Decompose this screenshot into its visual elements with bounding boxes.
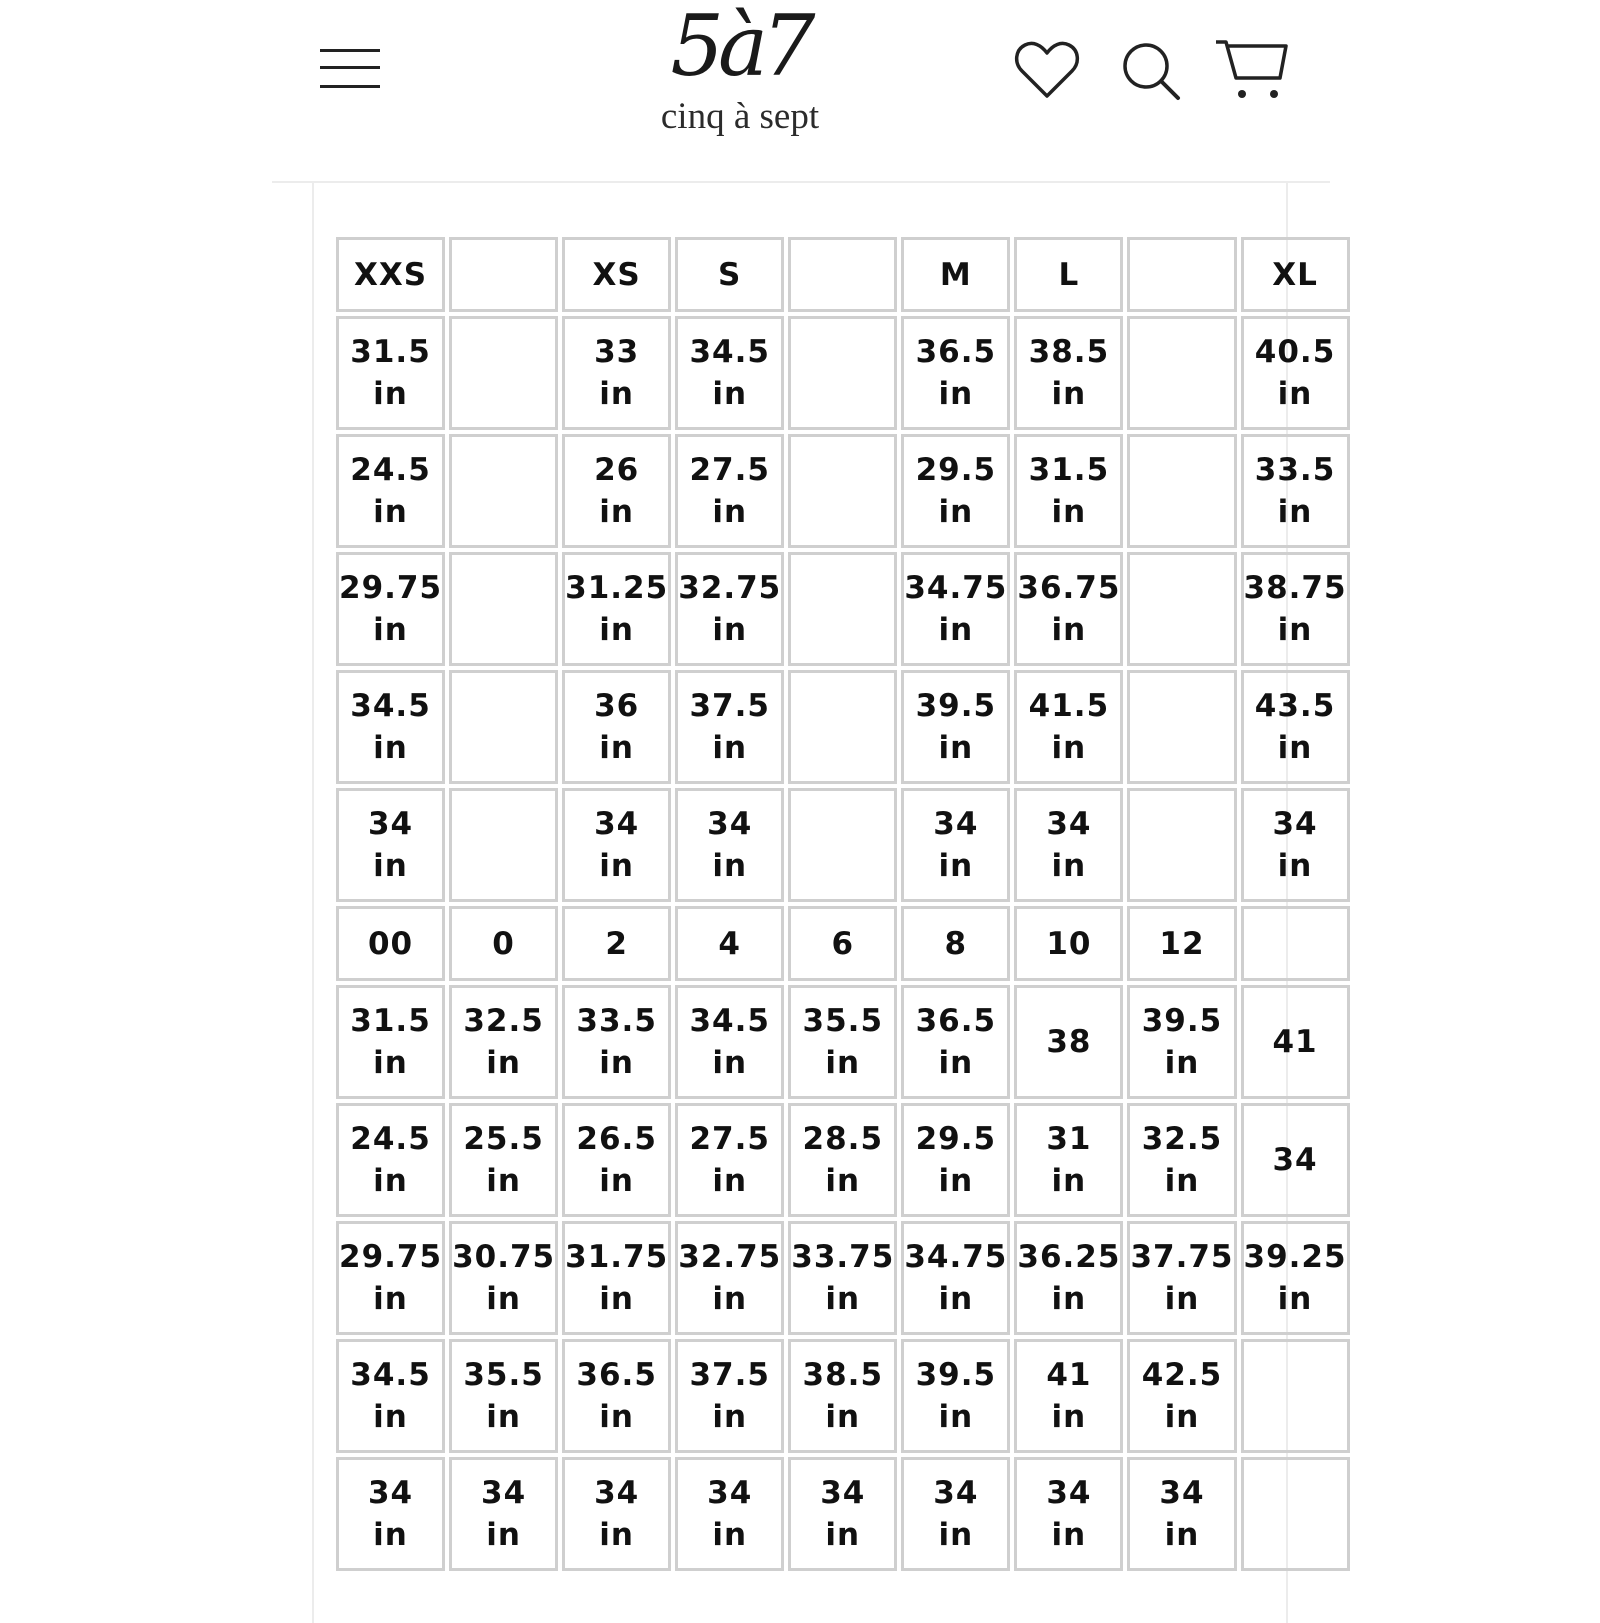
measurement-cell: 29.5 in xyxy=(901,1103,1010,1217)
measurement-row xyxy=(336,1103,1350,1217)
size-header-cell: M xyxy=(901,237,1010,312)
measurement-cell: 34 in xyxy=(1014,1457,1123,1571)
measurement-cell: 34 in xyxy=(336,1457,445,1571)
measurement-row xyxy=(336,985,1350,1099)
measurement-cell: 24.5 in xyxy=(336,1103,445,1217)
measurement-cell xyxy=(788,552,897,666)
measurement-cell: 34 in xyxy=(449,1457,558,1571)
measurement-cell: 34 in xyxy=(1241,788,1350,902)
measurement-cell: 36 in xyxy=(562,670,671,784)
measurement-row xyxy=(336,1221,1350,1335)
measurement-cell: 34.5 in xyxy=(336,670,445,784)
measurement-cell xyxy=(449,434,558,548)
hamburger-menu-icon[interactable] xyxy=(320,45,380,91)
size-header-cell: 12 xyxy=(1127,906,1236,981)
size-header-row xyxy=(336,237,1350,312)
measurement-row xyxy=(336,788,1350,902)
logo-text: cinq à sept xyxy=(660,96,820,137)
measurement-cell: 34 in xyxy=(562,788,671,902)
measurement-cell: 32.5 in xyxy=(1127,1103,1236,1217)
measurement-cell: 34 in xyxy=(675,788,784,902)
measurement-cell: 31.25 in xyxy=(562,552,671,666)
measurement-cell: 32.5 in xyxy=(449,985,558,1099)
size-header-cell xyxy=(1127,237,1236,312)
measurement-cell xyxy=(1241,1457,1350,1571)
measurement-cell: 34.75 in xyxy=(901,1221,1010,1335)
size-chart-scroll[interactable] xyxy=(339,233,1347,1600)
measurement-row xyxy=(336,1457,1350,1571)
measurement-cell xyxy=(788,670,897,784)
measurement-cell: 28.5 in xyxy=(788,1103,897,1217)
measurement-cell: 34 in xyxy=(675,1457,784,1571)
measurement-cell: 31 in xyxy=(1014,1103,1123,1217)
measurement-cell: 31.5 in xyxy=(336,316,445,430)
measurement-cell: 34 in xyxy=(788,1457,897,1571)
size-header-cell: S xyxy=(675,237,784,312)
site-header xyxy=(0,0,1600,182)
measurement-cell: 34 xyxy=(1241,1103,1350,1217)
measurement-cell: 33 in xyxy=(562,316,671,430)
measurement-cell: 37.5 in xyxy=(675,1339,784,1453)
measurement-cell: 27.5 in xyxy=(675,1103,784,1217)
size-header-cell: 0 xyxy=(449,906,558,981)
logo-mark: 5à7 xyxy=(670,0,810,95)
measurement-cell: 39.5 in xyxy=(901,670,1010,784)
measurement-cell: 24.5 in xyxy=(336,434,445,548)
size-header-cell: L xyxy=(1014,237,1123,312)
measurement-cell: 42.5 in xyxy=(1127,1339,1236,1453)
measurement-cell: 36.5 in xyxy=(901,985,1010,1099)
measurement-cell: 37.75 in xyxy=(1127,1221,1236,1335)
measurement-cell xyxy=(449,788,558,902)
measurement-cell xyxy=(449,552,558,666)
measurement-cell: 36.75 in xyxy=(1014,552,1123,666)
measurement-cell: 34.5 in xyxy=(675,316,784,430)
size-header-cell: 10 xyxy=(1014,906,1123,981)
measurement-row xyxy=(336,670,1350,784)
measurement-cell: 34 in xyxy=(901,1457,1010,1571)
measurement-cell: 41 xyxy=(1241,985,1350,1099)
measurement-cell: 25.5 in xyxy=(449,1103,558,1217)
cart-icon[interactable] xyxy=(1214,36,1290,104)
measurement-cell: 34 in xyxy=(1127,1457,1236,1571)
measurement-row xyxy=(336,1339,1350,1453)
measurement-cell: 41 in xyxy=(1014,1339,1123,1453)
measurement-cell xyxy=(1127,788,1236,902)
measurement-cell: 34 in xyxy=(562,1457,671,1571)
size-header-cell: 00 xyxy=(336,906,445,981)
size-header-cell: 2 xyxy=(562,906,671,981)
measurement-row xyxy=(336,316,1350,430)
size-chart-table xyxy=(332,233,1354,1575)
size-header-cell xyxy=(788,237,897,312)
size-header-cell: XS xyxy=(562,237,671,312)
measurement-cell: 35.5 in xyxy=(788,985,897,1099)
size-header-row xyxy=(336,906,1350,981)
size-header-cell xyxy=(449,237,558,312)
measurement-cell: 39.5 in xyxy=(1127,985,1236,1099)
measurement-cell: 39.5 in xyxy=(901,1339,1010,1453)
measurement-cell: 38.5 in xyxy=(1014,316,1123,430)
measurement-cell: 38.5 in xyxy=(788,1339,897,1453)
measurement-cell xyxy=(1127,316,1236,430)
measurement-cell xyxy=(1127,434,1236,548)
measurement-cell xyxy=(1127,552,1236,666)
measurement-cell: 41.5 in xyxy=(1014,670,1123,784)
measurement-cell xyxy=(449,316,558,430)
measurement-cell: 33.5 in xyxy=(562,985,671,1099)
size-header-cell: XXS xyxy=(336,237,445,312)
brand-logo[interactable] xyxy=(630,0,850,150)
measurement-cell: 34.75 in xyxy=(901,552,1010,666)
measurement-cell: 32.75 in xyxy=(675,552,784,666)
size-header-cell: 8 xyxy=(901,906,1010,981)
measurement-cell: 33.5 in xyxy=(1241,434,1350,548)
measurement-cell xyxy=(1127,670,1236,784)
heart-icon[interactable] xyxy=(1013,36,1081,104)
measurement-cell xyxy=(1241,1339,1350,1453)
measurement-cell: 37.5 in xyxy=(675,670,784,784)
measurement-cell xyxy=(788,788,897,902)
measurement-cell: 34.5 in xyxy=(336,1339,445,1453)
measurement-cell: 34 in xyxy=(901,788,1010,902)
measurement-cell: 30.75 in xyxy=(449,1221,558,1335)
measurement-cell: 26.5 in xyxy=(562,1103,671,1217)
measurement-cell: 34.5 in xyxy=(675,985,784,1099)
measurement-cell: 38 xyxy=(1014,985,1123,1099)
measurement-cell: 29.5 in xyxy=(901,434,1010,548)
measurement-cell: 39.25 in xyxy=(1241,1221,1350,1335)
measurement-cell: 31.5 in xyxy=(336,985,445,1099)
measurement-cell: 38.75 in xyxy=(1241,552,1350,666)
measurement-cell xyxy=(449,670,558,784)
measurement-cell: 27.5 in xyxy=(675,434,784,548)
measurement-cell: 31.75 in xyxy=(562,1221,671,1335)
measurement-cell: 35.5 in xyxy=(449,1339,558,1453)
measurement-cell: 29.75 in xyxy=(336,552,445,666)
measurement-cell: 36.25 in xyxy=(1014,1221,1123,1335)
measurement-cell xyxy=(788,434,897,548)
measurement-cell: 40.5 in xyxy=(1241,316,1350,430)
measurement-cell: 34 in xyxy=(1014,788,1123,902)
measurement-cell: 43.5 in xyxy=(1241,670,1350,784)
measurement-cell: 36.5 in xyxy=(562,1339,671,1453)
measurement-cell: 26 in xyxy=(562,434,671,548)
measurement-cell: 29.75 in xyxy=(336,1221,445,1335)
measurement-cell: 31.5 in xyxy=(1014,434,1123,548)
measurement-cell: 33.75 in xyxy=(788,1221,897,1335)
measurement-cell: 36.5 in xyxy=(901,316,1010,430)
measurement-row xyxy=(336,552,1350,666)
size-header-cell xyxy=(1241,906,1350,981)
measurement-cell: 32.75 in xyxy=(675,1221,784,1335)
size-header-cell: 4 xyxy=(675,906,784,981)
size-header-cell: XL xyxy=(1241,237,1350,312)
measurement-cell: 34 in xyxy=(336,788,445,902)
measurement-row xyxy=(336,434,1350,548)
search-icon[interactable] xyxy=(1116,36,1184,104)
size-header-cell: 6 xyxy=(788,906,897,981)
measurement-cell xyxy=(788,316,897,430)
